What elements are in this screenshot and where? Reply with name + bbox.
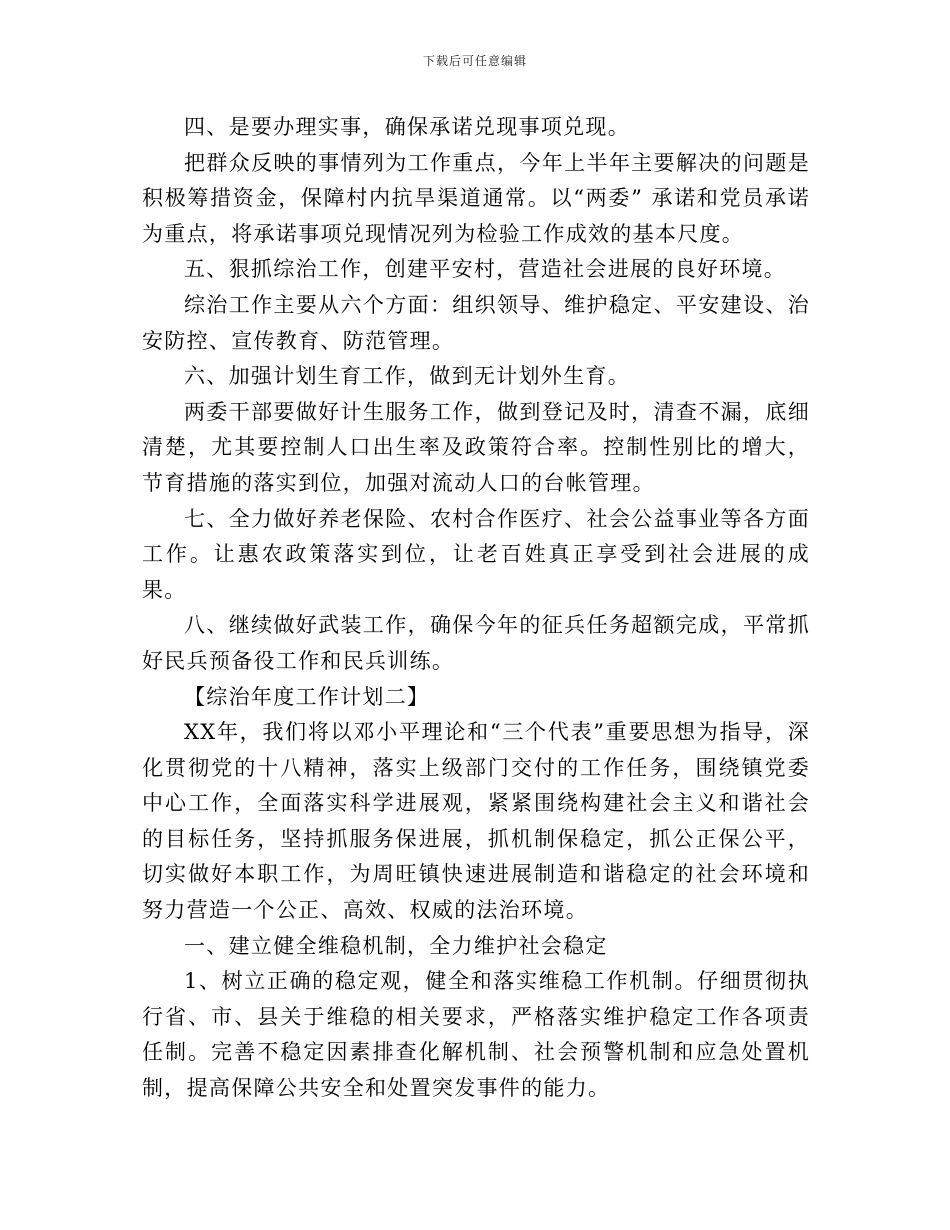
paragraph: 1、树立正确的稳定观，健全和落实维稳工作机制。仔细贯彻执行省、市、县关于维稳的相关要求，严格落实维护稳定工作各项责任制。完善不稳定因素排查化解机制、社会预警机制和应急处置机制，提高保障公共安全和处置突发事件的能力。: [142, 969, 810, 1101]
section-heading-4: 四、是要办理实事，确保承诺兑现事项兑现。: [184, 115, 630, 139]
paragraph: 把群众反映的事情列为工作重点，今年上半年主要解决的问题是积极筹措资金，保障村内抗旱渠道通常。以“两委” 承诺和党员承诺为重点，将承诺事项兑现情况列为检验工作成效的基本尺度。: [142, 150, 810, 246]
section-heading-1: 一、建立健全维稳机制，全力维护社会稳定: [184, 933, 608, 958]
paragraph: 两委干部要做好计生服务工作，做到登记及时，清查不漏，底细清楚，尤其要控制人口出生率及政策符合率。控制性别比的增大，节育措施的落实到位，加强对流动人口的台帐管理。: [142, 399, 810, 495]
section-heading-5: 五、狠抓综治工作，创建平安村，营造社会进展的良好环境。: [184, 257, 787, 282]
section-heading-6: 六、加强计划生育工作，做到无计划外生育。: [184, 364, 630, 389]
document-body: [142, 110, 810, 1107]
page-header: 下载后可任意编辑: [422, 54, 527, 68]
section-heading-8: 八、继续做好武装工作，确保今年的征兵任务超额完成，平常抓好民兵预备役工作和民兵训练。: [142, 613, 810, 673]
section-heading-7: 七、全力做好养老保险、农村合作医疗、社会公益事业等各方面工作。让惠农政策落实到位，让老百姓真正享受到社会进展的成果。: [142, 506, 810, 602]
plan-two-title: 【综治年度工作计划二】: [184, 684, 430, 709]
paragraph: XX年，我们将以邓小平理论和“三个代表”重要思想为指导，深化贯彻党的十八精神，落实上级部门交付的工作任务，围绕镇党委中心工作，全面落实科学进展观，紧紧围绕构建社会主义和谐社会的目标任务，坚持抓服务保进展，抓机制保稳定，抓公正保公平，切实做好本职工作，为周旺镇快速进展制造和谐稳定的社会环境和努力营造一个公正、高效、权威的法治环境。: [142, 720, 810, 923]
paragraph: 综治工作主要从六个方面：组织领导、维护稳定、平安建设、治安防控、宣传教育、防范管理。: [142, 292, 810, 353]
